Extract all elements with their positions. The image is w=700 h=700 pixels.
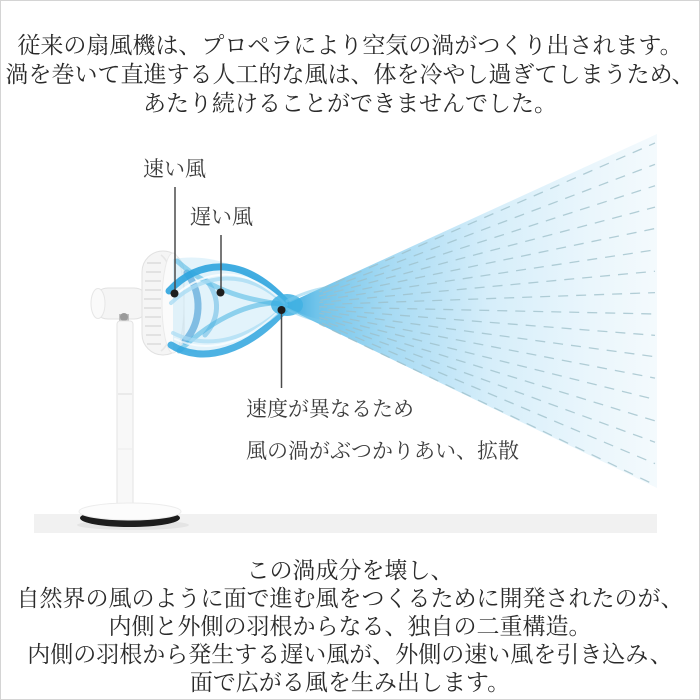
- header-line-1: 従来の扇風機は、プロペラにより空気の渦がつくり出されます。: [17, 32, 683, 58]
- header-line-2: 渦を巻いて直進する人工的な風は、体を冷やし過ぎてしまうため、: [5, 61, 695, 87]
- leader-dot-diffusion: [278, 306, 286, 314]
- airflow-swirl: [169, 257, 325, 353]
- leader-dot-slow-wind: [217, 289, 225, 297]
- label-speed-difference: 速度が異なるため: [246, 398, 414, 421]
- footer-line-1: この渦成分を壊し、: [246, 557, 454, 583]
- leader-dot-fast-wind: [171, 290, 179, 298]
- footer-line-3: 内側と外側の羽根からなる、独自の二重構造。: [108, 613, 592, 639]
- label-slow-wind: 遅い風: [190, 206, 253, 229]
- footer-text: [1, 556, 699, 696]
- header-line-3: あたり続けることができませんでした。: [143, 90, 557, 116]
- header-text: [1, 31, 699, 118]
- fan-pole: [117, 313, 133, 511]
- footer-line-5: 面で広がる風を生み出します。: [189, 669, 511, 695]
- footer-line-2: 自然界の風のように面で進む風をつくるために開発されたのが、: [16, 585, 684, 611]
- fan-base: [77, 503, 189, 530]
- label-vortex-diffusion: 風の渦がぶつかりあい、拡散: [246, 440, 519, 463]
- label-fast-wind: 速い風: [143, 158, 206, 181]
- airflow-cone: [282, 134, 657, 488]
- footer-line-4: 内側の羽根から発生する遅い風が、外側の速い風を引き込み、: [27, 641, 673, 667]
